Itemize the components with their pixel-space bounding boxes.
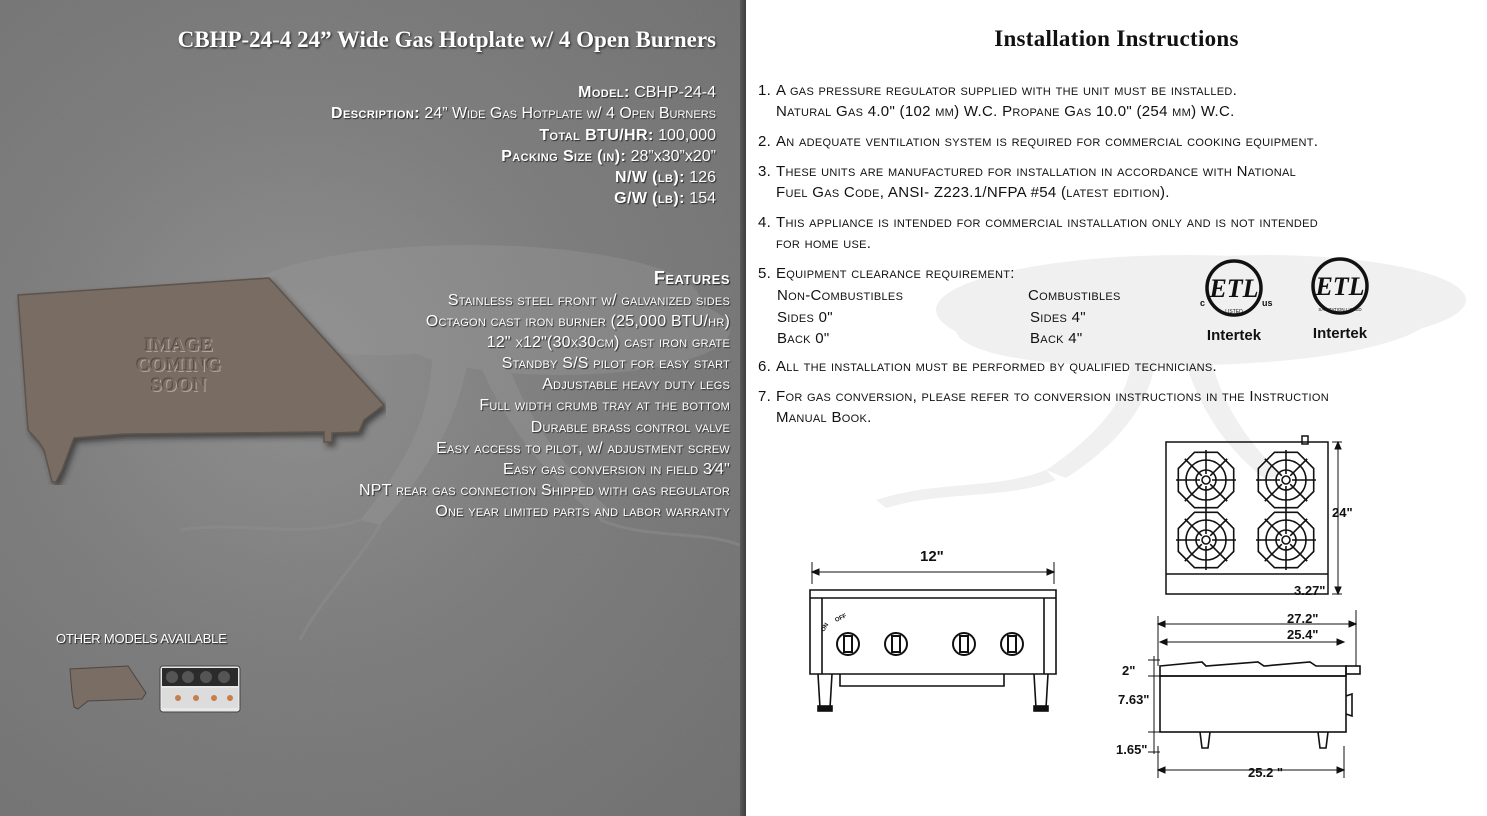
other-models-label: OTHER MODELS AVAILABLE <box>56 631 227 646</box>
clearance-noncombustibles-heading: Non-Combustibles <box>777 287 904 304</box>
clearance-nc-sides: Sides 0" <box>777 309 833 326</box>
side-view-drawing <box>1146 606 1376 786</box>
clearance-c-sides: Sides 4" <box>1030 309 1086 326</box>
dim-top-depth: 24" <box>1332 505 1353 520</box>
control-knob <box>837 633 859 655</box>
front-view-drawing <box>804 560 1062 720</box>
other-model-thumbnail-hotplate[interactable] <box>158 664 242 716</box>
step-7: 7. For gas conversion, please refer to conversion instructions in the Instruction Manual Book. <box>758 388 1329 426</box>
feature-item: Standby S/S pilot for easy start <box>501 355 730 373</box>
dim-front-width: 12" <box>920 548 944 565</box>
spec-net-weight: N/W (lb): 126 <box>615 169 716 187</box>
feature-item: Full width crumb tray at the bottom <box>479 397 730 415</box>
feature-item: Durable brass control valve <box>530 418 730 436</box>
image-coming-soon-text: IMAGE COMING SOON <box>136 335 222 396</box>
etl-us-mark: us <box>1262 298 1273 308</box>
control-knob <box>1001 633 1023 655</box>
feature-item: NPT rear gas connection Shipped with gas regulator <box>359 481 730 499</box>
etl-c-mark: c <box>1200 298 1206 308</box>
step-4: 4. This appliance is intended for commercial installation only and is not intended for home use. <box>758 214 1318 252</box>
spec-description: Description: 24” Wide Gas Hotplate w/ 4 Open Burners <box>331 105 716 123</box>
features-list <box>359 266 730 522</box>
dim-height-body: 7.63" <box>1118 692 1150 707</box>
step-3: 3. These units are manufactured for installation in accordance with National Fuel Gas Code, ANSI- Z223.1/NFPA #54 (latest edition). <box>758 163 1297 201</box>
feature-item: Octagon cast iron burner (25,000 BTU/hr) <box>425 313 730 331</box>
intertek-brand: Intertek <box>1312 325 1368 342</box>
feature-item: Easy access to pilot, w/ adjustment screw <box>436 439 730 457</box>
step-6: 6. All the installation must be performed by qualified technicians. <box>758 358 1217 375</box>
dim-side-bottom: 25.2 " <box>1248 765 1284 780</box>
control-knob <box>953 633 975 655</box>
spec-model: Model: CBHP-24-4 <box>578 84 716 101</box>
dim-side-overall: 27.2" <box>1287 611 1319 626</box>
feature-item: Adjustable heavy duty legs <box>542 376 730 394</box>
clearance-combustibles-heading: Combustibles <box>1028 287 1121 304</box>
spec-list <box>331 82 716 210</box>
other-model-thumbnail-placeholder[interactable] <box>68 663 148 711</box>
feature-item: Stainless steel front w/ galvanized sides <box>447 292 730 309</box>
features-heading: Features <box>653 268 730 288</box>
etl-sanitation-logo <box>1304 256 1384 346</box>
intertek-brand: Intertek <box>1206 327 1262 344</box>
etl-sanitation-ring-text: SANITATION LISTED <box>1318 307 1362 312</box>
step-2: 2. An adequate ventilation system is required for commercial cooking equipment. <box>758 133 1319 150</box>
dim-height-top: 2" <box>1122 663 1136 678</box>
knob-on-label: ON <box>820 622 831 633</box>
product-title: CBHP-24-4 24” Wide Gas Hotplate w/ 4 Open Burners <box>177 27 716 52</box>
product-image-placeholder <box>14 270 386 485</box>
burner-grate <box>1256 450 1316 510</box>
feature-item: One year limited parts and labor warranty <box>435 502 730 520</box>
clearance-nc-back: Back 0" <box>777 330 830 347</box>
control-knob <box>885 633 907 655</box>
dim-height-legs: 1.65" <box>1116 742 1148 757</box>
feature-item: 12" x12"(30x30cm) cast iron grate <box>486 334 730 352</box>
burner-grate <box>1256 510 1316 570</box>
top-view-drawing <box>1154 434 1354 604</box>
etl-mark: ETL <box>1315 272 1365 301</box>
step-5: 5. Equipment clearance requirement: <box>758 265 1015 282</box>
installation-panel <box>746 0 1487 816</box>
burner-grate <box>1176 510 1236 570</box>
etl-listed-logo <box>1196 258 1286 348</box>
spec-packing-size: Packing Size (in): 28”x30”x20” <box>501 147 716 165</box>
step-1: 1. A gas pressure regulator supplied with the unit must be installed. Natural Gas 4.0" (102 mm) W.C. Propane Gas 10.0" (254 mm) W.C. <box>758 82 1238 120</box>
installation-title: Installation Instructions <box>994 26 1239 51</box>
spec-gross-weight: G/W (lb): 154 <box>614 190 716 208</box>
spec-total-btu: Total BTU/HR: 100,000 <box>539 126 716 144</box>
etl-mark: ETL <box>1209 274 1259 303</box>
etl-ring-text: LISTED <box>1225 309 1243 315</box>
knob-off-label: OFF <box>834 613 848 624</box>
clearance-c-back: Back 4" <box>1030 330 1083 347</box>
feature-item: Easy gas conversion in field 3⁄4" <box>502 460 730 478</box>
dim-side-body: 25.4" <box>1287 627 1319 642</box>
dim-top-offset: 3.27" <box>1294 583 1326 598</box>
burner-grate <box>1176 450 1236 510</box>
